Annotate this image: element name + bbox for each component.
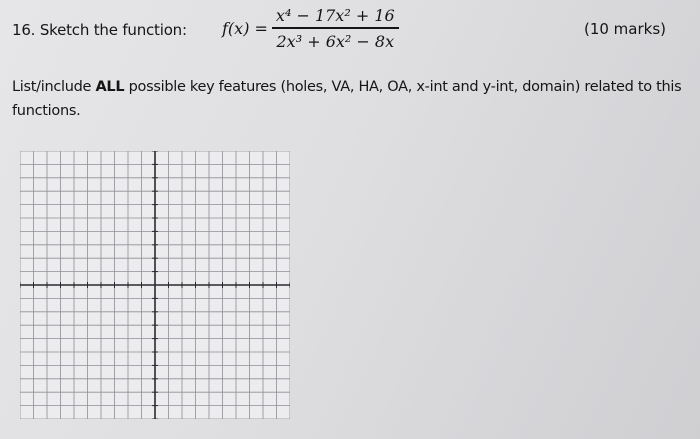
instructions-text-1: List/include (12, 79, 96, 95)
graph-grid (20, 151, 290, 419)
instructions-text-2: possible key features (holes, VA, HA, OA, x-int and y-int, domain) related to this functions. (12, 79, 682, 119)
question-number: 16. Sketch the function: (12, 21, 187, 39)
marks-label: (10 marks) (583, 20, 666, 38)
denominator: 2x³ + 6x² − 8x (276, 31, 395, 51)
fraction (272, 6, 399, 51)
instructions-emphasis: ALL (95, 79, 125, 95)
function-lhs: f(x) = (222, 18, 268, 38)
function-formula (222, 6, 399, 51)
numerator: x⁴ − 17x² + 16 (275, 6, 395, 25)
instructions (12, 75, 694, 123)
